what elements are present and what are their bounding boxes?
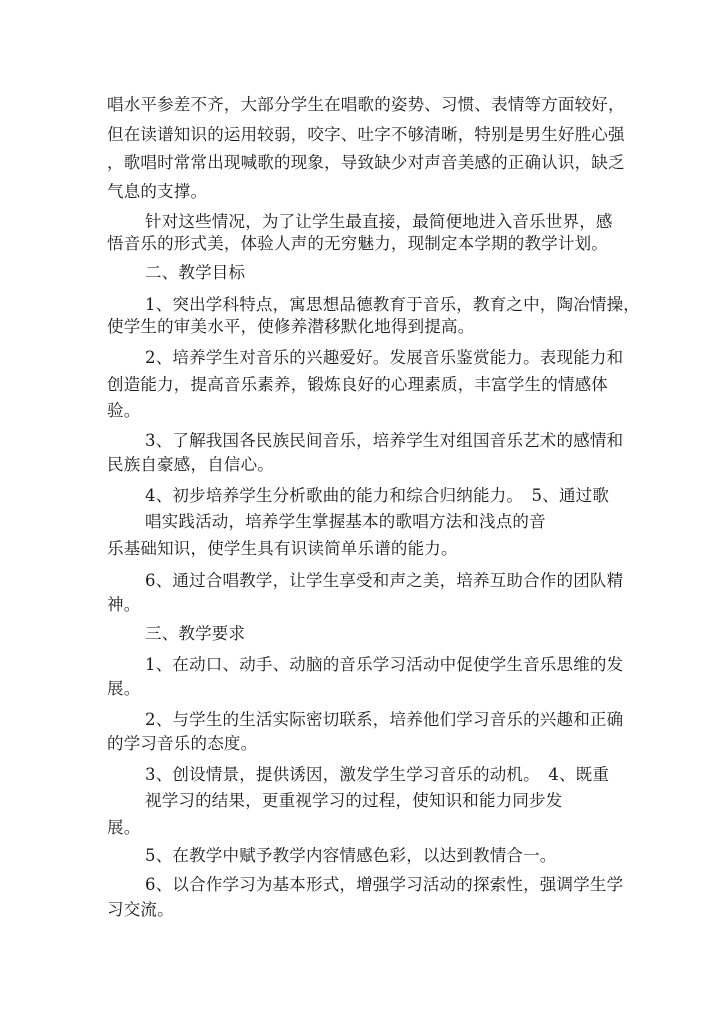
text-line: 乐基础知识，使学生具有识读简单乐谱的能力。 [107,539,458,558]
text-line: 但在读谱知识的运用较弱，咬字、吐字不够清晰，特别是男生好胜心强 [107,125,625,144]
text-line: ，歌唱时常常出现喊歌的现象，导致缺少对声音美感的正确认识，缺乏 [107,153,625,172]
text-line: 5、在教学中赋予教学内容情感色彩，以达到教情合一。 [145,846,557,865]
text-line: 6、以合作学习为基本形式，增强学习活动的探索性，强调学生学 [145,875,624,894]
text-line: 1、突出学科特点，寓思想品德教育于音乐，教育之中，陶冶情操， [145,295,640,314]
text-line: 6、通过合唱教学，让学生享受和声之美，培养互助合作的团队精 [145,571,624,590]
text-line: 针对这些情况，为了让学生最直接，最简便地进入音乐世界，感 [145,212,613,231]
text-line: 展。 [107,679,141,698]
text-line: 气息的支撑。 [107,182,208,201]
text-line: 创造能力，提高音乐素养，锻炼良好的心理素质，丰富学生的情感体 [107,375,608,394]
text-line: 验。 [107,401,141,420]
text-line: 2、培养学生对音乐的兴趣爱好。发展音乐鉴赏能力。表现能力和 [145,348,624,367]
text-line: 习交流。 [107,900,174,919]
text-line: 唱实践活动，培养学生掌握基本的歌唱方法和浅点的音 [145,512,546,531]
section-heading: 三、教学要求 [145,624,246,643]
text-line: 1、在动口、动手、动脑的音乐学习活动中促使学生音乐思维的发 [145,655,624,674]
text-line: 2、与学生的生活实际密切联系，培养他们学习音乐的兴趣和正确 [145,710,624,729]
text-line: 民族自豪感，自信心。 [107,455,274,474]
section-heading: 二、教学目标 [145,263,246,282]
text-line: 神。 [107,595,141,614]
text-line: 的学习音乐的态度。 [107,734,258,753]
text-line: 使学生的审美水平，使修养潜移默化地得到提高。 [107,317,475,336]
text-line: 展。 [107,818,141,837]
text-line: 3、了解我国各民族民间音乐，培养学生对组国音乐艺术的感情和 [145,431,624,450]
text-line: 悟音乐的形式美，体验人声的无穷魅力，现制定本学期的教学计划。 [107,234,608,253]
text-line: 唱水平参差不齐，大部分学生在唱歌的姿势、习惯、表情等方面较好， [107,95,625,114]
text-line: 视学习的结果，更重视学习的过程，使知识和能力同步发 [145,791,563,810]
text-line: 4、初步培养学生分析歌曲的能力和综合归纳能力。 5、通过歌 [145,486,610,505]
text-line: 3、创设情景，提供诱因，激发学生学习音乐的动机。 4、既重 [145,765,610,784]
